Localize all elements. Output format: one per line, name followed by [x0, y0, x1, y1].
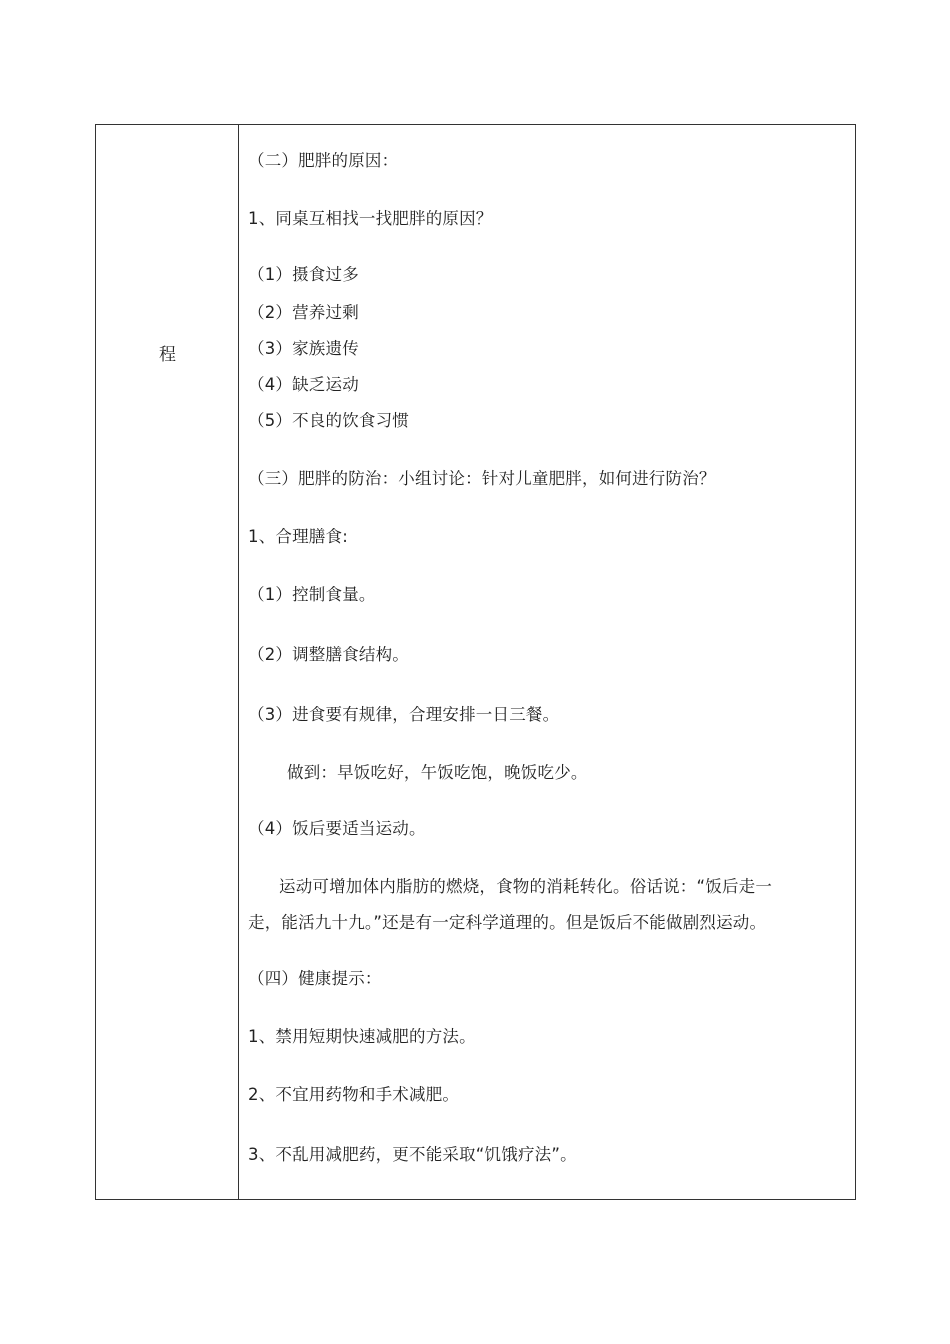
- tip-item-1: 1、禁用短期快速减肥的方法。: [248, 1027, 476, 1046]
- cause-item-2: （2）营养过剩: [248, 303, 359, 322]
- question-line: 1、同桌互相找一找肥胖的原因？: [248, 209, 493, 228]
- left-cell-label: 程: [159, 345, 176, 365]
- exercise-paragraph-line-2: 走，能活九十九。”还是有一定科学道理的。但是饭后不能做剧烈运动。: [248, 913, 767, 932]
- section-heading-prevention: （三）肥胖的防治：小组讨论：针对儿童肥胖，如何进行防治？: [248, 469, 716, 488]
- diet-heading: 1、合理膳食:: [248, 527, 348, 546]
- section-heading-tips: （四）健康提示：: [248, 969, 382, 988]
- section-heading-causes: （二）肥胖的原因：: [248, 151, 399, 170]
- tip-item-3: 3、不乱用减肥药，更不能采取“饥饿疗法”。: [248, 1145, 577, 1164]
- table-left-cell: [96, 125, 239, 1199]
- table-right-cell: [239, 125, 855, 1199]
- tip-item-2: 2、不宜用药物和手术减肥。: [248, 1085, 460, 1104]
- cause-item-4: （4）缺乏运动: [248, 375, 359, 394]
- diet-item-1: （1）控制食量。: [248, 585, 376, 604]
- diet-item-3: （3）进食要有规律，合理安排一日三餐。: [248, 705, 560, 724]
- cause-item-5: （5）不良的饮食习惯: [248, 411, 409, 430]
- lesson-table: [95, 124, 856, 1200]
- diet-item-2: （2）调整膳食结构。: [248, 645, 409, 664]
- exercise-paragraph-line-1: 运动可增加体内脂肪的燃烧，食物的消耗转化。俗话说：“饭后走一: [279, 877, 773, 896]
- diet-item-4: （4）饭后要适当运动。: [248, 819, 426, 838]
- cause-item-3: （3）家族遗传: [248, 339, 359, 358]
- meal-advice-line: 做到：早饭吃好，午饭吃饱，晚饭吃少。: [287, 763, 588, 782]
- cause-item-1: （1）摄食过多: [248, 265, 359, 284]
